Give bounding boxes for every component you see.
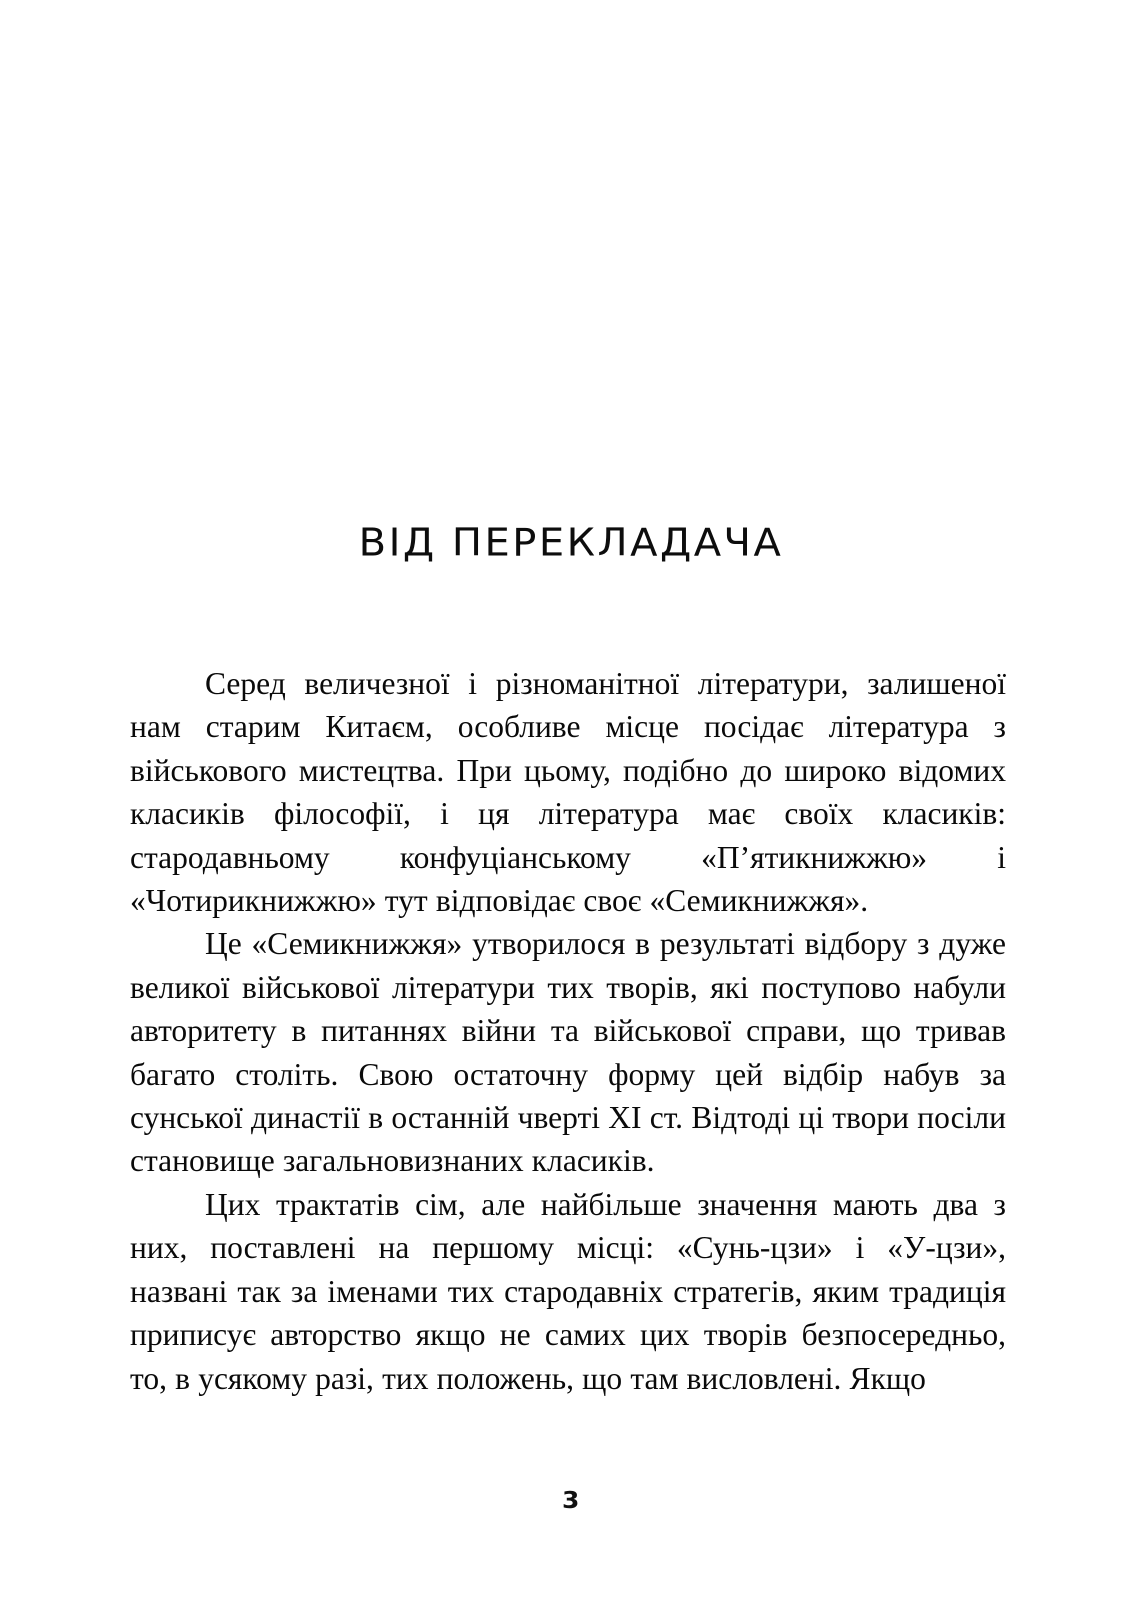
body-paragraph: Це «Семикнижжя» утворилося в результаті відбору з дуже великої військової літератури тих творів, які поступово набули авторитету в питаннях війни та військової справи, що тривав багато століть. Свою остаточну форму цей відбір набув за сунської династії в останній чверті XI ст. Відтоді ці твори посіли становище загальновизнаних класиків.: [130, 926, 1006, 1179]
body-paragraph: Цих трактатів сім, але найбільше значення мають два з них, поставлені на першому місці: «Сунь-цзи» і «У-цзи», названі так за іменами тих стародавніх стратегів, яким традиція приписує авторство якщо не самих цих творів безпосередньо, то, в усякому разі, тих положень, що там висловлені. Якщо: [130, 1186, 1006, 1396]
body-paragraph: Серед величезної і різноманітної літератури, залишеної нам старим Китаєм, особливе місце посідає література з військового мистецтва. При цьому, подібно до широко відомих класиків філософії, і ця література має своїх класиків: стародавньому конфуціанському «П’ятикнижжю» і «Чотирикнижжю» тут відповідає своє «Семикнижжя».: [130, 666, 1006, 919]
body-text-block: [130, 662, 1006, 1400]
page-number: 3: [562, 1487, 580, 1514]
page-title: ВІД ПЕРЕКЛАДАЧА: [358, 520, 784, 565]
